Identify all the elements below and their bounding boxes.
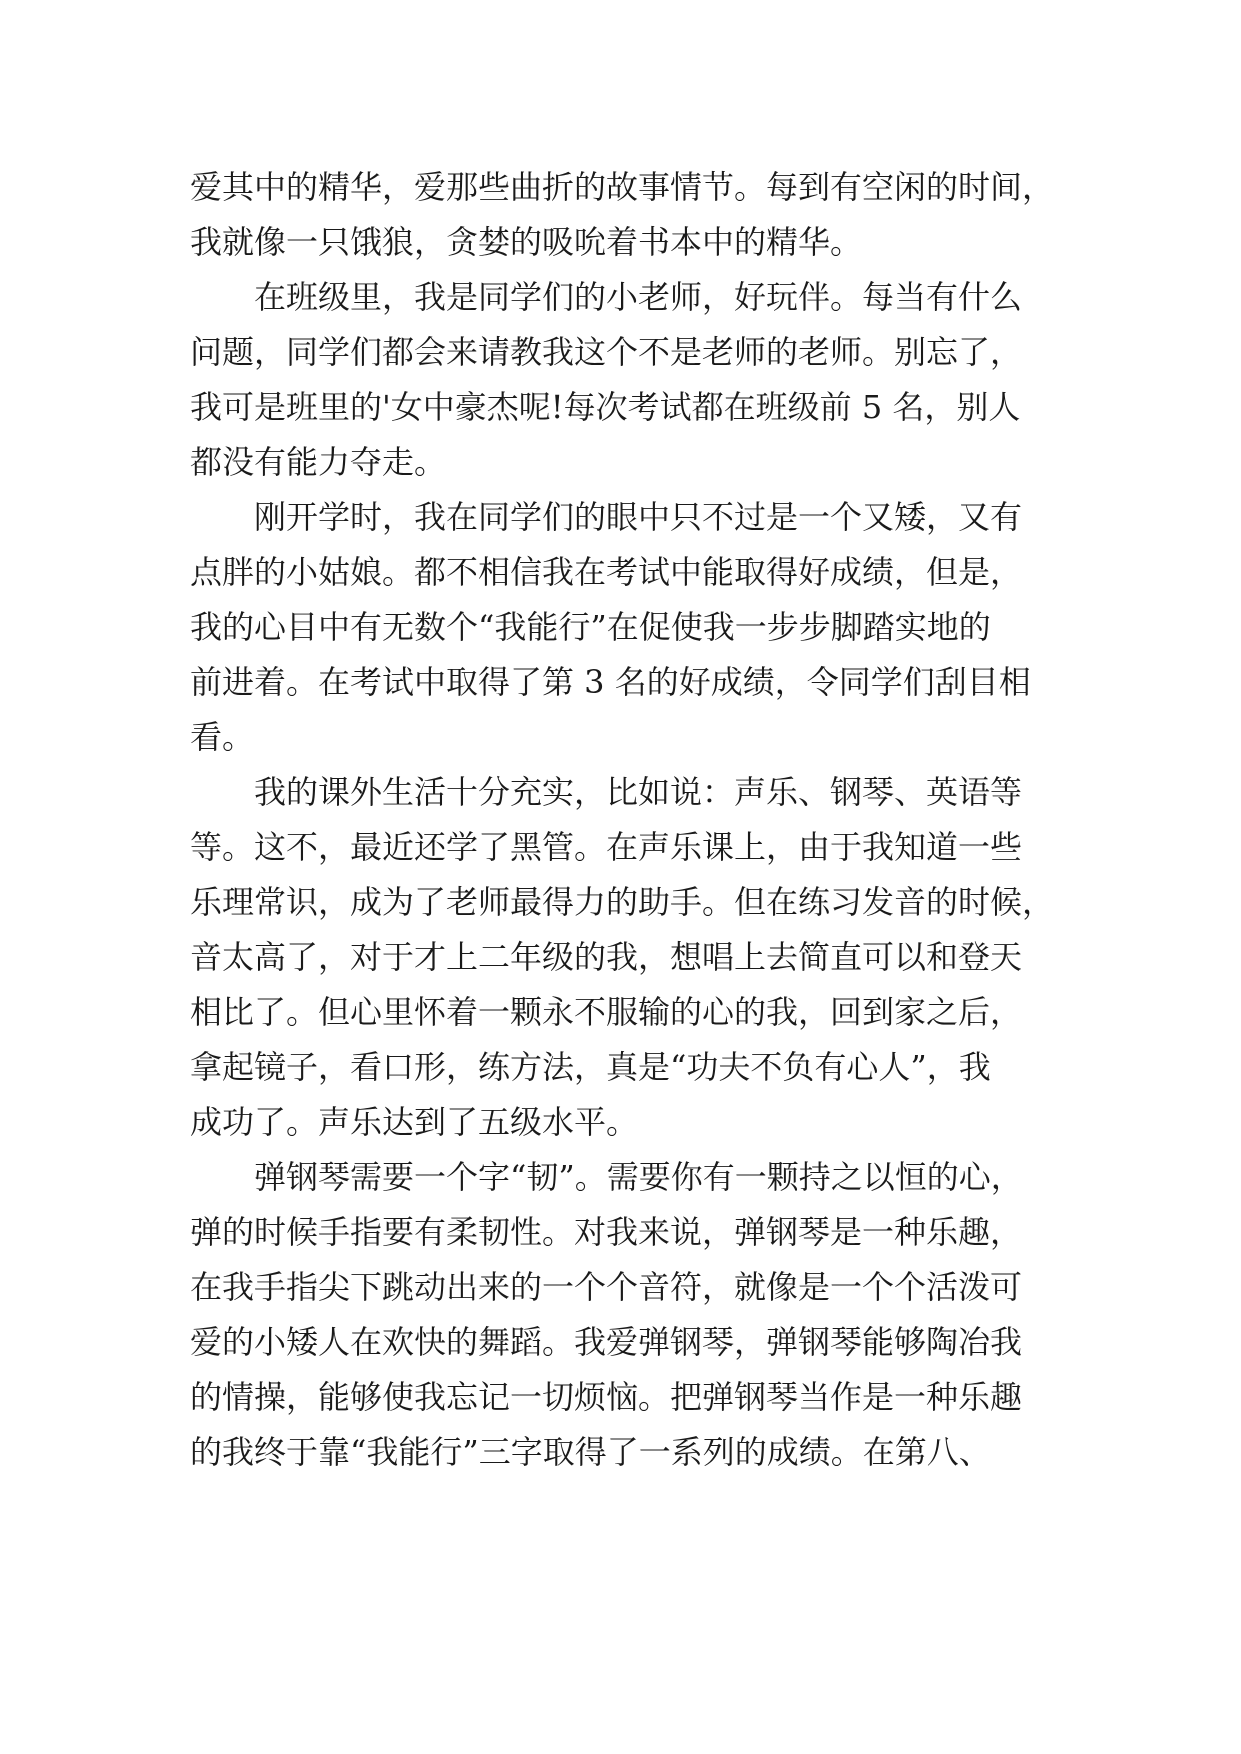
text-line: 等。这不，最近还学了黑管。在声乐课上，由于我知道一些 (190, 828, 1023, 866)
text-line: 都没有能力夺走。 (190, 443, 447, 481)
text-line: 成功了。声乐达到了五级水平。 (190, 1103, 639, 1141)
text-line: 爱的小矮人在欢快的舞蹈。我爱弹钢琴，弹钢琴能够陶冶我 (190, 1323, 1023, 1361)
text-line: 弹的时候手指要有柔韧性。对我来说，弹钢琴是一种乐趣， (190, 1213, 1023, 1251)
text-line: 拿起镜子，看口形，练方法，真是“功夫不负有心人”，我 (190, 1048, 991, 1086)
text-line: 音太高了，对于才上二年级的我，想唱上去简直可以和登天 (190, 938, 1023, 976)
text-line: 的我终于靠“我能行”三字取得了一系列的成绩。在第八、 (190, 1433, 991, 1471)
text-line: 问题，同学们都会来请教我这个不是老师的老师。别忘了， (190, 333, 1023, 371)
text-line: 我的心目中有无数个“我能行”在促使我一步步脚踏实地的 (190, 608, 991, 646)
text-line: 我的课外生活十分充实，比如说：声乐、钢琴、英语等 (254, 773, 1023, 811)
text-line: 我就像一只饿狼，贪婪的吸吮着书本中的精华。 (190, 223, 863, 261)
text-line: 爱其中的精华，爱那些曲折的故事情节。每到有空闲的时间， (190, 168, 1055, 206)
text-line: 弹钢琴需要一个字“韧”。需要你有一颗持之以恒的心， (254, 1158, 1023, 1196)
text-line: 相比了。但心里怀着一颗永不服输的心的我，回到家之后， (190, 993, 1023, 1031)
text-line: 点胖的小姑娘。都不相信我在考试中能取得好成绩，但是， (190, 553, 1023, 591)
text-line: 的情操，能够使我忘记一切烦恼。把弹钢琴当作是一种乐趣 (190, 1378, 1023, 1416)
text-line: 乐理常识，成为了老师最得力的助手。但在练习发音的时候， (190, 883, 1055, 921)
text-line: 前进着。在考试中取得了第 3 名的好成绩，令同学们刮目相 (190, 663, 1031, 701)
text-line: 看。 (190, 718, 255, 756)
text-line: 刚开学时，我在同学们的眼中只不过是一个又矮，又有 (254, 498, 1023, 536)
body-text (190, 160, 1060, 1480)
text-line: 在班级里，我是同学们的小老师，好玩伴。每当有什么 (254, 278, 1023, 316)
text-line: 我可是班里的'女中豪杰呢!每次考试都在班级前 5 名，别人 (190, 388, 1021, 426)
text-line: 在我手指尖下跳动出来的一个个音符，就像是一个个活泼可 (190, 1268, 1023, 1306)
